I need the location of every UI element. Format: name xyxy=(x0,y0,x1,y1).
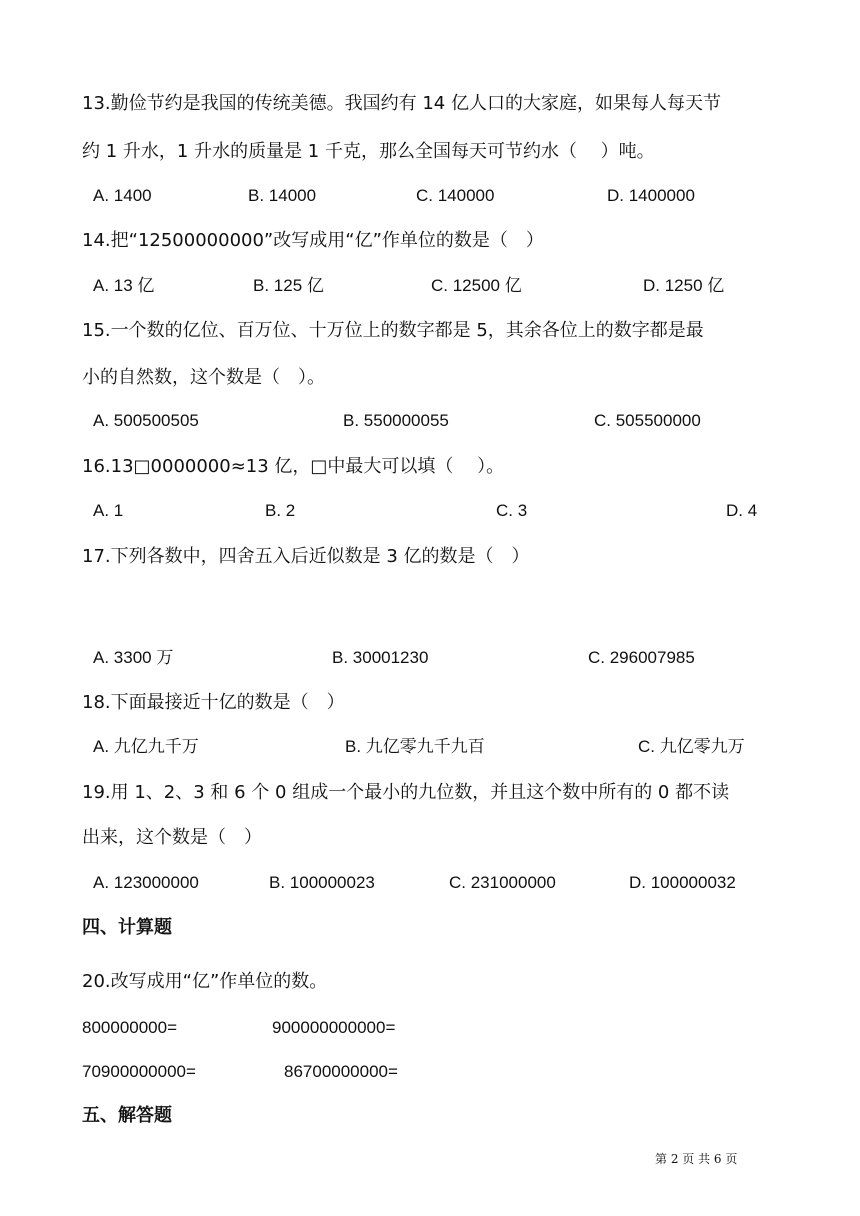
q16-option-c: C. 3 xyxy=(496,501,528,520)
q13-option-c: C. 140000 xyxy=(416,186,495,205)
q15-option-a: A. 500500505 xyxy=(93,411,199,430)
page-footer: 第 2 页 共 6 页 xyxy=(655,1152,738,1166)
q18-option-a: A. 九亿九千万 xyxy=(93,737,199,756)
section-heading-calculation: 四、计算题 xyxy=(82,917,172,938)
q14-text-line1: 14.把“12500000000”改写成用“亿”作单位的数是（ ） xyxy=(82,230,544,251)
q19-option-b: B. 100000023 xyxy=(269,873,375,892)
q14-option-a: A. 13 亿 xyxy=(93,276,155,295)
q13-option-b: B. 14000 xyxy=(248,186,317,205)
q16-option-b: B. 2 xyxy=(265,501,296,520)
q20-item-1: 800000000= xyxy=(82,1018,178,1037)
q17-option-c: C. 296007985 xyxy=(588,648,695,667)
q20-item-2: 900000000000= xyxy=(272,1018,396,1037)
q20-item-3: 70900000000= xyxy=(82,1062,196,1081)
q19-option-c: C. 231000000 xyxy=(449,873,556,892)
q15-text-line1: 15.一个数的亿位、百万位、十万位上的数字都是 5，其余各位上的数字都是最 xyxy=(82,320,704,341)
q16-text-line1: 16.13□0000000≈13 亿，□中最大可以填（ ）。 xyxy=(82,456,505,477)
q19-text-line1: 19.用 1、2、3 和 6 个 0 组成一个最小的九位数，并且这个数中所有的 0 都不读 xyxy=(82,782,730,803)
q15-text-line2: 小的自然数，这个数是（ ）。 xyxy=(82,367,325,388)
q14-option-d: D. 1250 亿 xyxy=(643,276,725,295)
q18-option-b: B. 九亿零九千九百 xyxy=(345,737,485,756)
q18-text-line1: 18.下面最接近十亿的数是（ ） xyxy=(82,692,345,713)
q20-item-4: 86700000000= xyxy=(284,1062,398,1081)
q19-option-d: D. 100000032 xyxy=(629,873,736,892)
q19-text-line2: 出来，这个数是（ ） xyxy=(82,827,262,848)
q14-option-c: C. 12500 亿 xyxy=(431,276,522,295)
q19-option-a: A. 123000000 xyxy=(93,873,199,892)
q17-option-b: B. 30001230 xyxy=(332,648,429,667)
q17-option-a: A. 3300 万 xyxy=(93,648,174,667)
q20-text-line1: 20.改写成用“亿”作单位的数。 xyxy=(82,971,328,992)
section-heading-answers: 五、解答题 xyxy=(82,1105,172,1126)
q17-text-line1: 17.下列各数中，四舍五入后近似数是 3 亿的数是（ ） xyxy=(82,546,530,567)
q16-option-a: A. 1 xyxy=(93,501,124,520)
q15-option-b: B. 550000055 xyxy=(343,411,449,430)
q16-option-d: D. 4 xyxy=(726,501,758,520)
q13-option-d: D. 1400000 xyxy=(607,186,695,205)
q14-option-b: B. 125 亿 xyxy=(253,276,324,295)
q18-option-c: C. 九亿零九万 xyxy=(638,737,745,756)
q13-text-line1: 13.勤俭节约是我国的传统美德。我国约有 14 亿人口的大家庭，如果每人每天节 xyxy=(82,93,721,114)
q13-text-line2: 约 1 升水，1 升水的质量是 1 千克，那么全国每天可节约水（ ）吨。 xyxy=(82,141,655,162)
q13-option-a: A. 1400 xyxy=(93,186,152,205)
q15-option-c: C. 505500000 xyxy=(594,411,701,430)
